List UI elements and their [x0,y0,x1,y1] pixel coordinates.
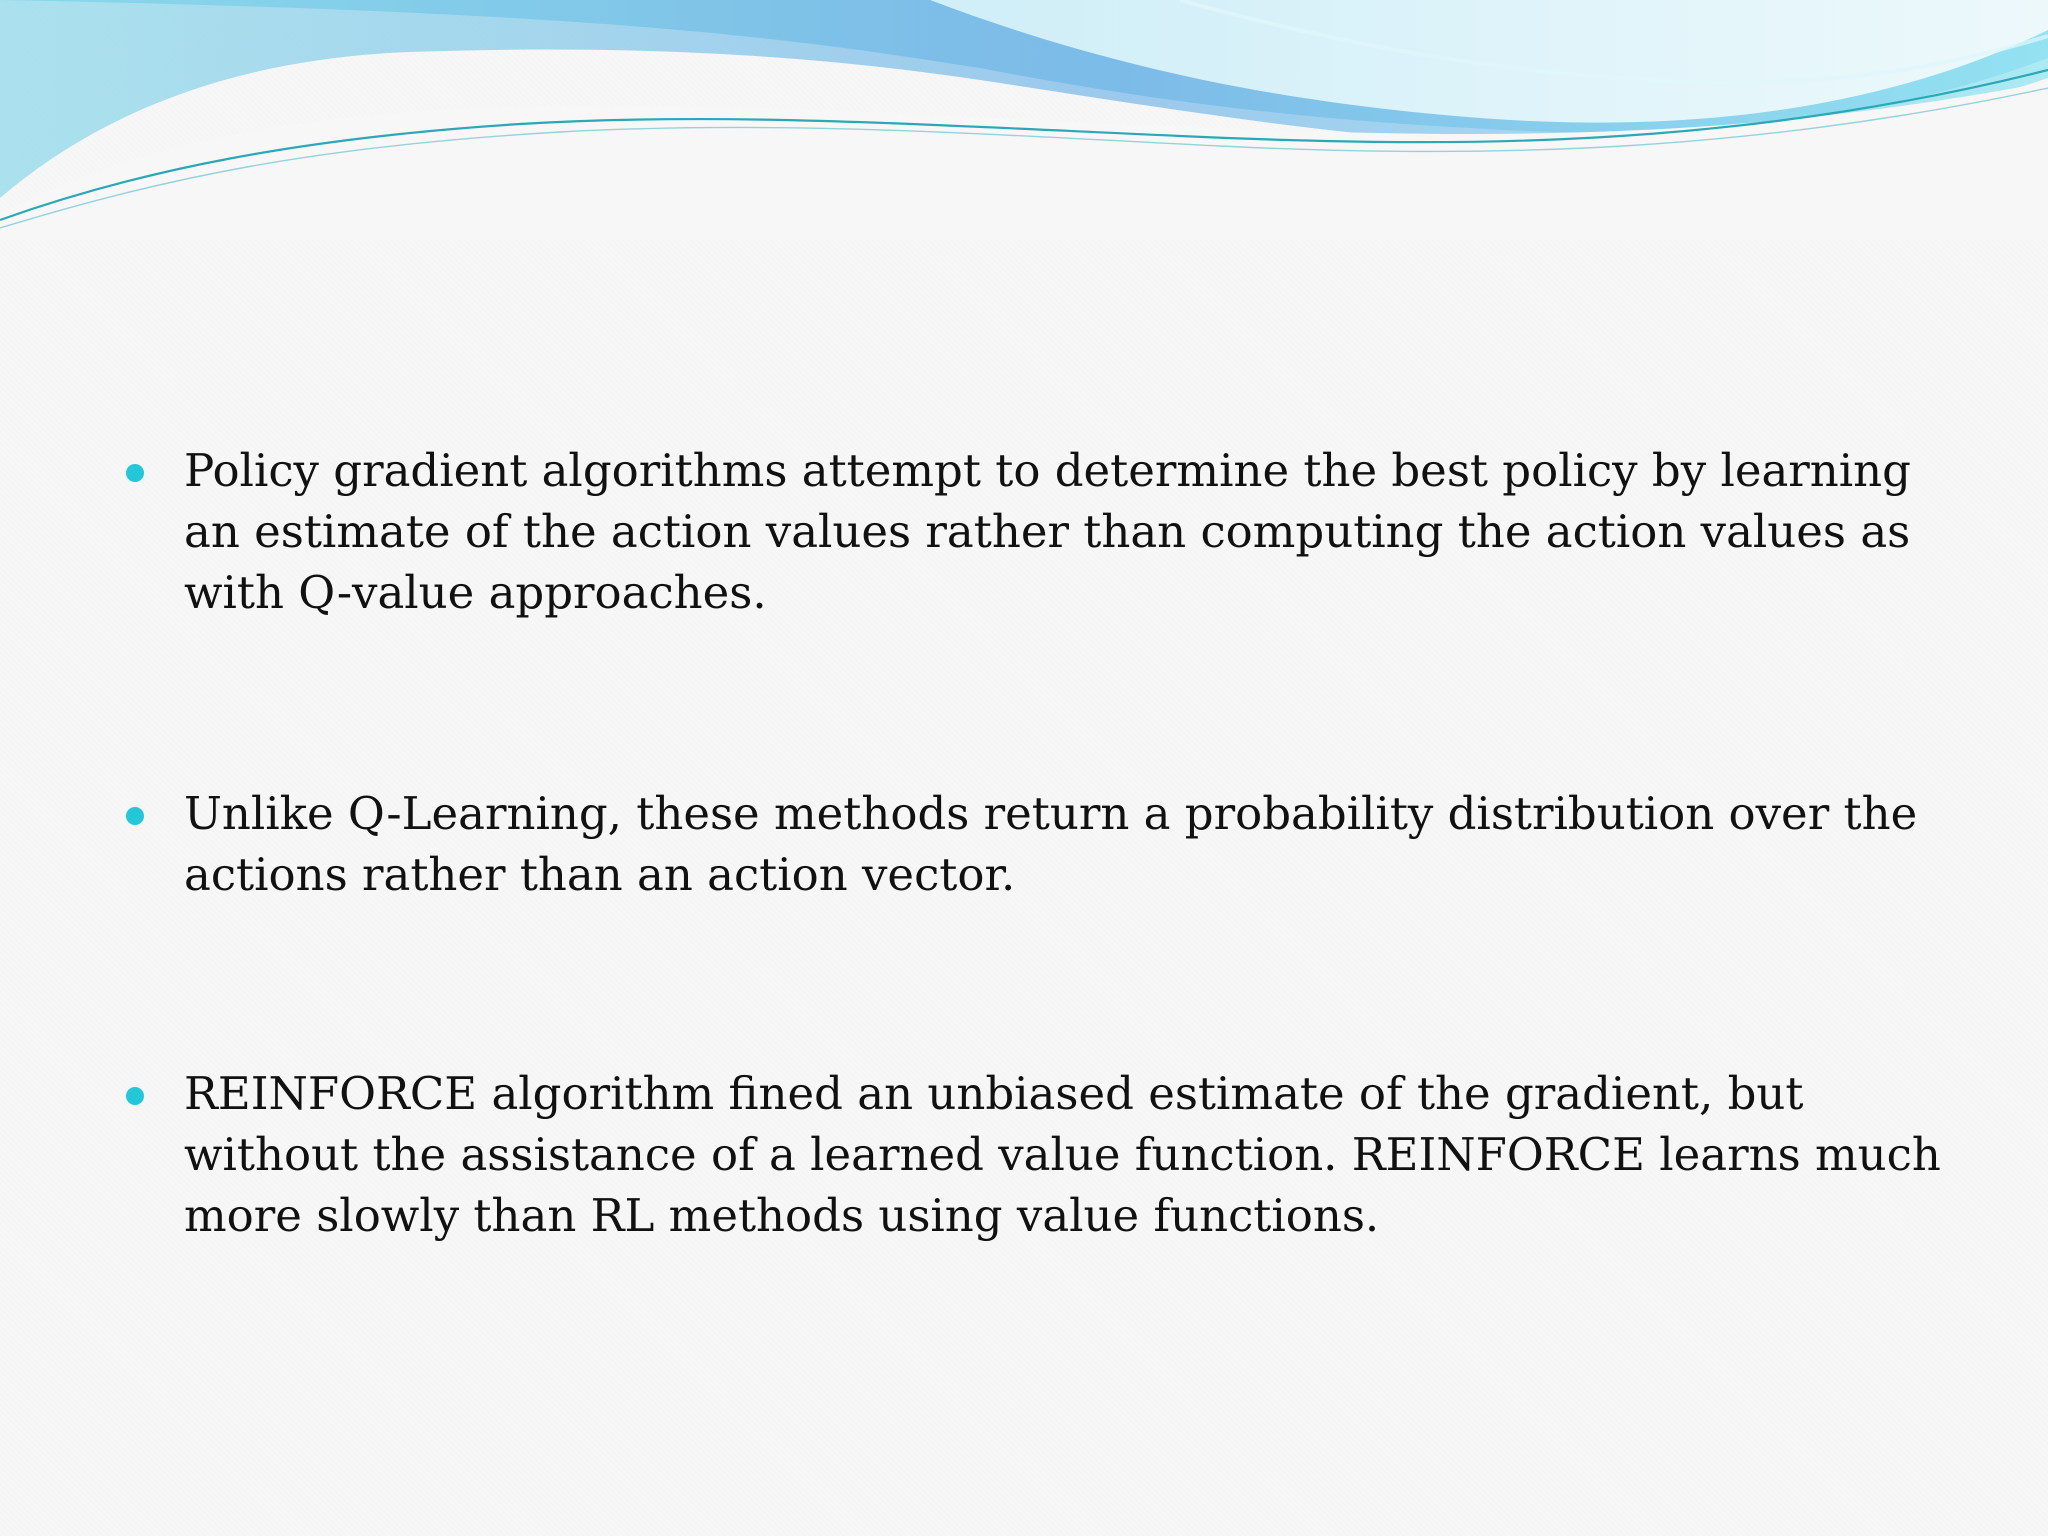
bullet-text: Unlike Q-Learning, these methods return a probability distribution over the actions rather than an action vector. [184,787,1918,901]
bullet-item [184,1063,1944,1246]
bullet-dot-icon [126,464,144,482]
bullet-text: Policy gradient algorithms attempt to determine the best policy by learning an estimate of the action values rather than computing the action values as with Q-value approaches. [184,444,1911,619]
bullet-dot-icon [126,1087,144,1105]
bullet-list [184,440,1944,1246]
bullet-item [184,783,1944,905]
wave-header-decoration [0,0,2048,240]
bullet-dot-icon [126,807,144,825]
bullet-text: REINFORCE algorithm fined an unbiased estimate of the gradient, but without the assistance of a learned value function. REINFORCE learns much more slowly than RL methods using value functions. [184,1067,1941,1242]
bullet-item [184,440,1944,623]
